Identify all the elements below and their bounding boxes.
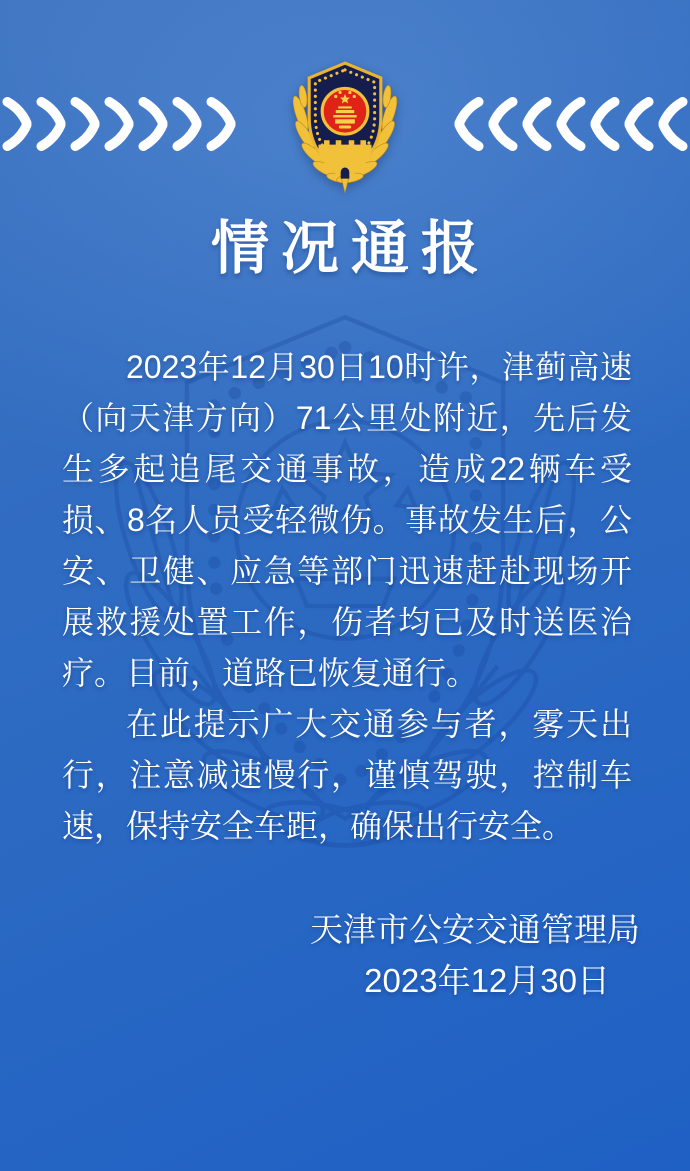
chevrons-right-icon (0, 96, 238, 152)
chevrons-left-icon (452, 96, 690, 152)
page-title: 情况通报 (210, 216, 491, 281)
notice-body (62, 342, 632, 852)
police-badge-icon (282, 52, 408, 194)
notice-paragraph: 2023年12月30日10时许，津蓟高速（向天津方向）71公里处附近，先后发生多起追尾交通事故，造成22辆车受损、8名人员受轻微伤。事故发生后，公安、卫健、应急等部门迅速赶赴现场开展救援处置工作，伤者均已及时送医治疗。目前，道路已恢复通行。 (62, 349, 632, 691)
signature-block (0, 904, 690, 1006)
signature-agency: 天津市公安交通管理局 (310, 911, 640, 948)
notice-paragraph: 在此提示广大交通参与者，雾天出行，注意减速慢行，谨慎驾驶，控制车速，保持安全车距，确保出行安全。 (62, 706, 632, 844)
signature-date: 2023年12月30日 (364, 962, 610, 999)
